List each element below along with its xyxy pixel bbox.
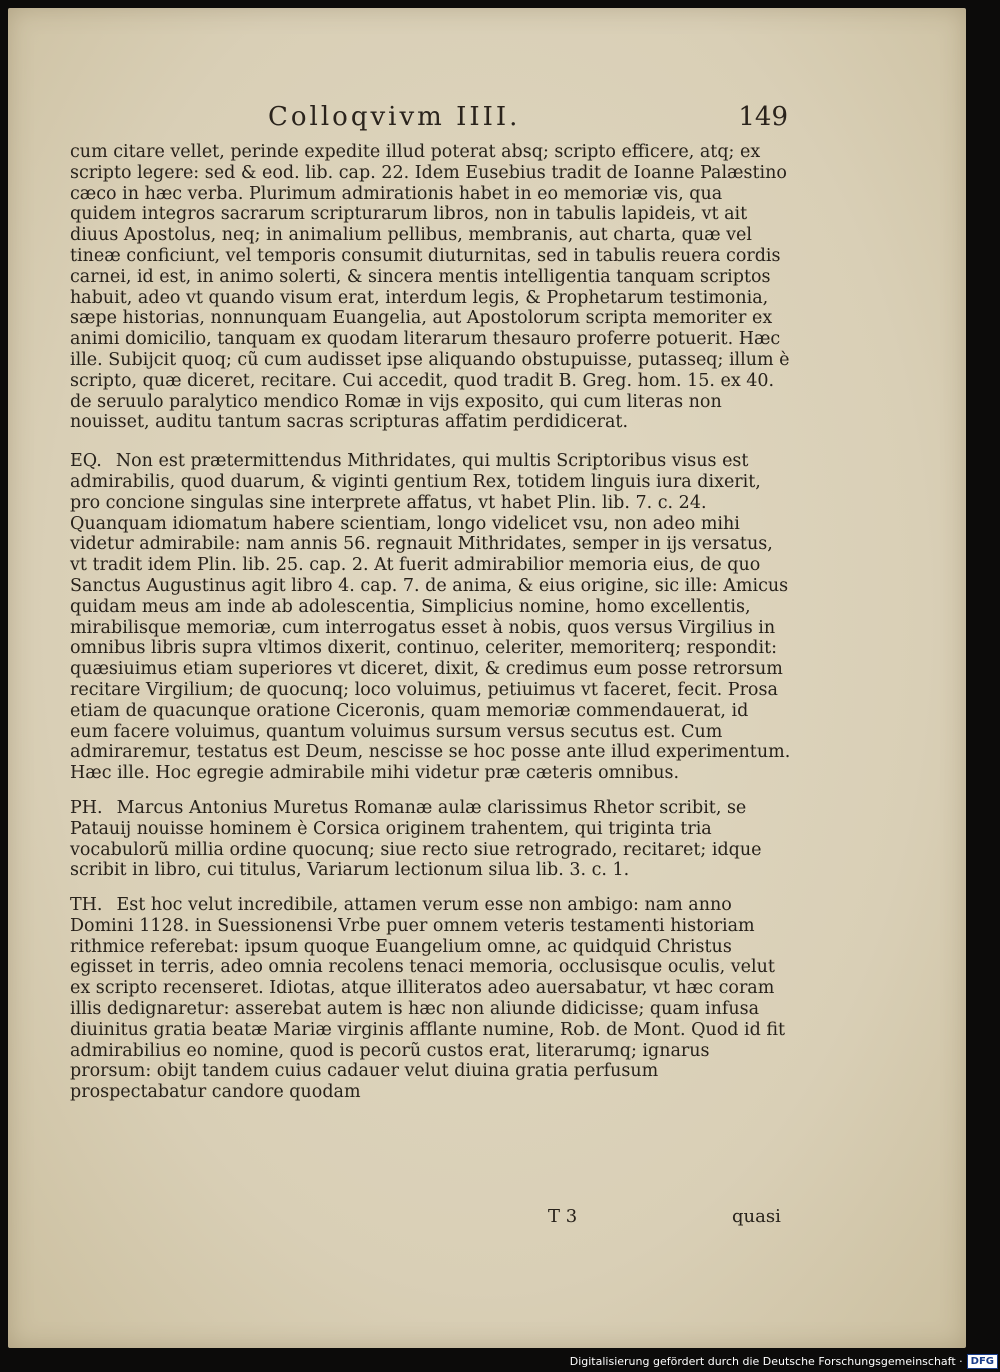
speaker-label: EQ.	[70, 451, 102, 472]
paragraph-text: Est hoc velut incredibile, attamen verum esse non ambigo: nam anno Domini 1128. in Suessionensi Vrbe puer omnem veteris testamenti historiam rithmice referebat: ipsum quoque Euangelium omne, ac quidquid Christus egisset in terris, adeo omnia recolens tenaci memoria, occlusisque oculis, velut ex scripto recenseret. Idiotas, atque illiteratos adeo auersabatur, vt hæc coram illis dedignaretur: asserebat autem is hæc non aliunde didicisse; quam infusa diuinitus gratia beatæ Mariæ virginis afflante numine, Rob. de Mont. Quod id fit admirabilius eo nomine, quod is pecorũ custos erat, literarumq; ignarus prorsum: obijt tandem cuius cadauer velut diuina gratia perfusum prospectabatur candore quodam	[70, 895, 786, 1103]
catchword: quasi	[732, 1206, 781, 1227]
paragraph	[70, 142, 792, 433]
paragraph	[70, 451, 792, 784]
paragraph-text: Marcus Antonius Muretus Romanæ aulæ clarissimus Rhetor scribit, se Patauij nouisse hominem è Corsica originem trahentem, qui triginta tria vocabulorũ millia ordine quocunq; siue recto siue retrogrado, recitaret; idque scribit in libro, cui titulus, Variarum lectionum silua lib. 3. c. 1.	[70, 797, 762, 881]
running-head: Colloqvivm IIII.	[268, 102, 521, 132]
dfg-logo: DFG	[967, 1354, 998, 1369]
speaker-label: TH.	[70, 895, 103, 916]
speaker-label: PH.	[70, 797, 103, 818]
digitization-credit	[564, 1350, 1000, 1372]
paragraph	[70, 798, 792, 881]
page-number: 149	[738, 102, 788, 132]
paragraph-text: cum citare vellet, perinde expedite illud poterat absq; scripto efficere, atq; ex scripto legere: sed & eod. lib. cap. 22. Idem Eusebius tradit de Ioanne Palæstino cæco in hæc verba. Plurimum admirationis habet in eo memoriæ vis, qua quidem integros sacrarum scripturarum libros, non in tabulis lapideis, vt ait diuus Apostolus, neq; in animalium pellibus, membranis, aut charta, quæ vel tineæ conficiunt, vel temporis consumit diuturnitas, sed in tabulis reuera cordis carnei, id est, in animo solerti, & sincera mentis intelligentia tanquam scriptos habuit, adeo vt quando visum erat, interdum legis, & Prophetarum testimonia, sæpe historias, nonnunquam Euangelia, aut Apostolorum scripta memoriter ex animi domicilio, tanquam ex quodam literarum thesauro proferre potuerit. Hæc ille. Subijcit quoq; cũ cum audisset ipse aliquando obstupuisse, putasseq; illum è scripto, quæ diceret, recitare. Cui accedit, quod tradit B. Greg. hom. 15. ex 40. de seruulo paralytico mendico Romæ in vijs exposito, qui cum literas non nouisset, auditu tantum sacras scripturas affatim perdidicerat.	[70, 142, 790, 433]
body-text	[70, 142, 792, 1103]
paragraph	[70, 895, 792, 1103]
signature-mark: T 3	[548, 1206, 578, 1227]
paragraph-text: Non est prætermittendus Mithridates, qui multis Scriptoribus visus est admirabilis, quod duarum, & viginti gentium Rex, totidem linguis iura dixerit, pro concione singulas sine interprete affatus, vt habet Plin. lib. 7. c. 24. Quanquam idiomatum habere scientiam, longo videlicet vsu, non adeo mihi videtur admirabile: nam annis 56. regnauit Mithridates, semper in ijs versatus, vt tradit idem Plin. lib. 25. cap. 2. At fuerit admirabilior memoria eius, de quo Sanctus Augustinus agit libro 4. cap. 7. de anima, & eius origine, sic ille: Amicus quidam meus am inde ab adolescentia, Simplicius nomine, homo excellentis, mirabilisque memoriæ, cum interrogatus esset à nobis, quos versus Virgilius in omnibus libris supra vltimos dixerit, continuo, celeriter, memoriterq; respondit: quæsiuimus etiam superiores vt diceret, dixit, & credimus eum posse retrorsum recitare Virgilium; de quocunq; loco voluimus, petiuimus vt faceret, fecit. Prosa etiam de quacunque oratione Ciceronis, quam memoriæ commendauerat, id eum facere voluimus, quantum voluimus sursum versus secutus est. Cum admiraremur, testatus est Deum, nescisse se hoc posse ante illud experimentum. Hæc ille. Hoc egregie admirabile mihi videtur præ cæteris omnibus.	[70, 451, 791, 784]
page-header	[268, 102, 788, 136]
credit-text: Digitalisierung gefördert durch die Deutsche Forschungsgemeinschaft ·	[569, 1354, 963, 1368]
book-page	[8, 8, 966, 1348]
